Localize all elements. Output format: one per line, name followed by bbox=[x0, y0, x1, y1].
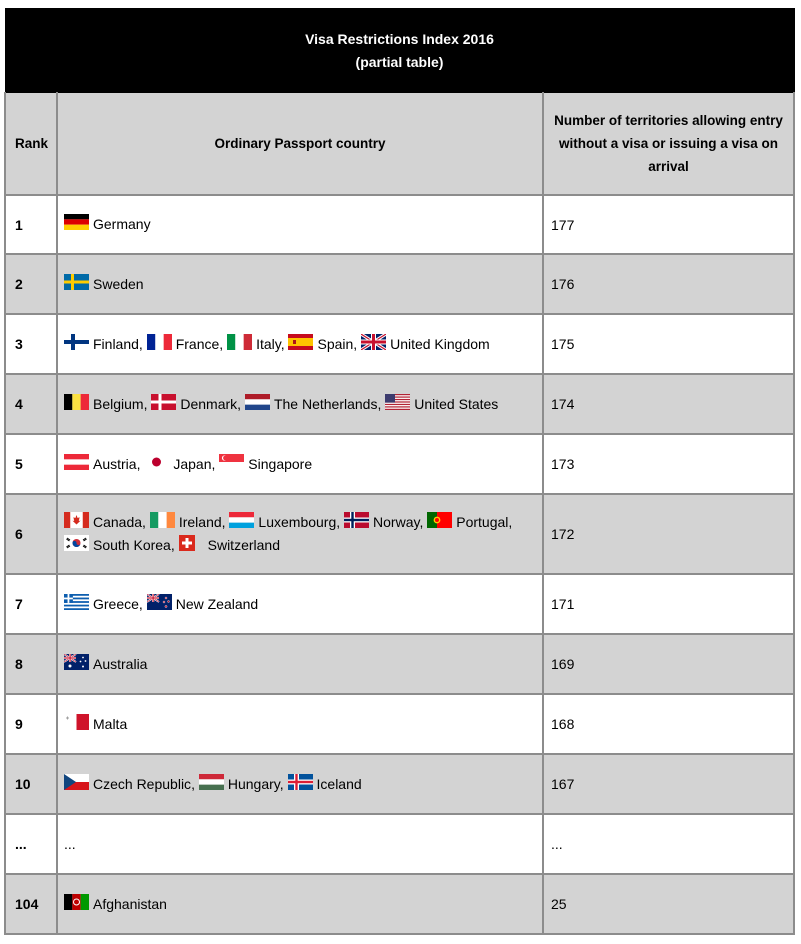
rank-cell: 10 bbox=[5, 754, 57, 814]
territory-count-cell: 177 bbox=[543, 195, 794, 254]
country-separator: , bbox=[336, 514, 341, 530]
country-entry bbox=[64, 776, 195, 792]
territory-count-cell: 175 bbox=[543, 314, 794, 374]
country-entry bbox=[64, 336, 143, 352]
country-separator: , bbox=[279, 775, 284, 792]
country-entry bbox=[64, 896, 167, 912]
country-name: Greece bbox=[93, 595, 139, 612]
rank-cell: 7 bbox=[5, 574, 57, 634]
country-separator: , bbox=[138, 335, 143, 352]
country-name: South Korea bbox=[93, 537, 171, 553]
country-name: United Kingdom bbox=[390, 335, 490, 352]
country-name: Switzerland bbox=[207, 537, 280, 553]
rank-cell: ... bbox=[5, 814, 57, 874]
rank-cell: 5 bbox=[5, 434, 57, 494]
singapore-flag-icon bbox=[219, 454, 244, 470]
country-name: Czech Republic bbox=[93, 775, 192, 792]
austria-flag-icon bbox=[64, 454, 89, 470]
greece-flag-icon bbox=[64, 594, 89, 610]
country-name: Ireland bbox=[178, 514, 222, 530]
afghanistan-flag-icon bbox=[64, 894, 89, 910]
table-row bbox=[5, 634, 794, 694]
united-kingdom-flag-icon bbox=[361, 334, 386, 350]
new-zealand-flag-icon bbox=[147, 594, 172, 610]
country-entry bbox=[219, 456, 312, 472]
country-cell bbox=[57, 195, 543, 254]
country-cell bbox=[57, 874, 543, 934]
country-cell bbox=[57, 754, 543, 814]
country-entry bbox=[199, 776, 284, 792]
country-cell bbox=[57, 634, 543, 694]
canada-flag-icon bbox=[64, 512, 89, 528]
country-entry bbox=[64, 216, 151, 232]
country-name: Austria bbox=[93, 455, 137, 472]
country-name: Luxembourg bbox=[258, 514, 337, 530]
country-entry bbox=[227, 336, 285, 352]
country-cell bbox=[57, 574, 543, 634]
country-cell bbox=[57, 434, 543, 494]
ireland-flag-icon bbox=[150, 512, 175, 528]
italy-flag-icon bbox=[227, 334, 252, 350]
japan-flag-icon bbox=[144, 454, 169, 470]
country-entry bbox=[385, 396, 498, 412]
hungary-flag-icon bbox=[199, 774, 224, 790]
country-name: Afghanistan bbox=[93, 895, 167, 912]
country-name: New Zealand bbox=[175, 595, 259, 612]
country-separator: , bbox=[170, 537, 175, 553]
territory-count-cell: ... bbox=[543, 814, 794, 874]
country-entry bbox=[361, 336, 490, 352]
switzerland-flag-icon bbox=[179, 535, 204, 551]
country-separator: , bbox=[280, 335, 285, 352]
united-states-flag-icon bbox=[385, 394, 410, 410]
country-name: France bbox=[175, 335, 220, 352]
country-separator: , bbox=[237, 395, 242, 412]
territory-count-cell: 169 bbox=[543, 634, 794, 694]
country-name: Norway bbox=[373, 514, 420, 530]
country-name: Singapore bbox=[248, 455, 313, 472]
country-entry bbox=[64, 514, 146, 530]
country-entry bbox=[151, 396, 241, 412]
finland-flag-icon bbox=[64, 334, 89, 350]
territory-count-cell: 25 bbox=[543, 874, 794, 934]
territory-count-cell: 176 bbox=[543, 254, 794, 314]
table-title bbox=[5, 9, 794, 93]
country-name: Finland bbox=[93, 335, 139, 352]
country-name: Malta bbox=[93, 715, 128, 732]
country-entry bbox=[179, 537, 280, 553]
country-entry bbox=[344, 514, 423, 530]
country-entry bbox=[147, 596, 259, 612]
germany-flag-icon bbox=[64, 214, 89, 230]
country-separator: , bbox=[211, 455, 216, 472]
country-cell bbox=[57, 694, 543, 754]
country-entry bbox=[427, 514, 512, 530]
table-row bbox=[5, 694, 794, 754]
rank-cell: 9 bbox=[5, 694, 57, 754]
country-name: ... bbox=[64, 835, 76, 852]
table-row bbox=[5, 374, 794, 434]
country-separator: , bbox=[191, 775, 195, 792]
spain-flag-icon bbox=[288, 334, 313, 350]
country-name: Sweden bbox=[93, 275, 144, 292]
table-row bbox=[5, 494, 794, 574]
country-name: United States bbox=[414, 395, 499, 412]
country-entry bbox=[64, 836, 76, 852]
rank-cell: 4 bbox=[5, 374, 57, 434]
country-separator: , bbox=[377, 395, 382, 412]
belgium-flag-icon bbox=[64, 394, 89, 410]
denmark-flag-icon bbox=[151, 394, 176, 410]
south-korea-flag-icon bbox=[64, 535, 89, 551]
country-entry bbox=[64, 276, 144, 292]
country-name: Japan bbox=[173, 455, 212, 472]
header-row bbox=[5, 93, 794, 196]
territory-count-cell: 174 bbox=[543, 374, 794, 434]
rank-cell: 3 bbox=[5, 314, 57, 374]
territory-count-cell: 167 bbox=[543, 754, 794, 814]
rank-cell: 104 bbox=[5, 874, 57, 934]
norway-flag-icon bbox=[344, 512, 369, 528]
rank-header: Rank bbox=[5, 93, 57, 196]
count-header: Number of territories allowing entry without a visa or issuing a visa on arrival bbox=[543, 93, 794, 196]
country-entry bbox=[288, 776, 362, 792]
country-header: Ordinary Passport country bbox=[57, 93, 543, 196]
territory-count-cell: 168 bbox=[543, 694, 794, 754]
czech-republic-flag-icon bbox=[64, 774, 89, 790]
iceland-flag-icon bbox=[288, 774, 313, 790]
country-name: Australia bbox=[93, 655, 148, 672]
table-row bbox=[5, 574, 794, 634]
country-separator: , bbox=[143, 395, 148, 412]
table-row bbox=[5, 814, 794, 874]
country-entry bbox=[64, 656, 147, 672]
country-entry bbox=[64, 456, 140, 472]
country-separator: , bbox=[219, 335, 224, 352]
country-cell bbox=[57, 814, 543, 874]
country-name: Denmark bbox=[180, 395, 238, 412]
rank-cell: 6 bbox=[5, 494, 57, 574]
country-name: Germany bbox=[93, 216, 151, 232]
portugal-flag-icon bbox=[427, 512, 452, 528]
country-entry bbox=[245, 396, 381, 412]
country-entry bbox=[64, 396, 147, 412]
country-cell bbox=[57, 374, 543, 434]
country-name: The Netherlands bbox=[273, 395, 378, 412]
table-row bbox=[5, 754, 794, 814]
country-name: Canada bbox=[93, 514, 143, 530]
country-separator: , bbox=[142, 514, 146, 530]
malta-flag-icon bbox=[64, 714, 89, 730]
country-name: Iceland bbox=[316, 775, 362, 792]
australia-flag-icon bbox=[64, 654, 89, 670]
table-row bbox=[5, 195, 794, 254]
rank-cell: 1 bbox=[5, 195, 57, 254]
country-name: Hungary bbox=[227, 775, 280, 792]
country-separator: , bbox=[353, 335, 358, 352]
country-separator: , bbox=[138, 595, 143, 612]
table-title-sub: (partial table) bbox=[355, 53, 444, 70]
country-name: Belgium bbox=[93, 395, 144, 412]
visa-index-table bbox=[4, 8, 795, 935]
country-separator: , bbox=[136, 455, 141, 472]
country-entry bbox=[64, 596, 143, 612]
table-title-main: Visa Restrictions Index 2016 bbox=[305, 30, 494, 47]
country-cell bbox=[57, 494, 543, 574]
rank-cell: 2 bbox=[5, 254, 57, 314]
country-name: Spain bbox=[317, 335, 354, 352]
country-entry bbox=[64, 537, 175, 553]
country-separator: , bbox=[419, 514, 424, 530]
france-flag-icon bbox=[147, 334, 172, 350]
country-name: Portugal bbox=[456, 514, 509, 530]
country-cell bbox=[57, 314, 543, 374]
territory-count-cell: 172 bbox=[543, 494, 794, 574]
netherlands-flag-icon bbox=[245, 394, 270, 410]
table-row bbox=[5, 314, 794, 374]
visa-index-table-wrapper bbox=[4, 8, 793, 935]
table-row bbox=[5, 434, 794, 494]
country-entry bbox=[147, 336, 223, 352]
table-row bbox=[5, 254, 794, 314]
territory-count-cell: 173 bbox=[543, 434, 794, 494]
table-row bbox=[5, 874, 794, 934]
territory-count-cell: 171 bbox=[543, 574, 794, 634]
country-name: Italy bbox=[256, 335, 281, 352]
country-cell bbox=[57, 254, 543, 314]
rank-cell: 8 bbox=[5, 634, 57, 694]
country-entry bbox=[144, 456, 215, 472]
country-entry bbox=[288, 336, 357, 352]
sweden-flag-icon bbox=[64, 274, 89, 290]
country-separator: , bbox=[508, 514, 513, 530]
country-entry bbox=[64, 716, 127, 732]
country-entry bbox=[229, 514, 340, 530]
country-separator: , bbox=[221, 514, 226, 530]
luxembourg-flag-icon bbox=[229, 512, 254, 528]
country-entry bbox=[150, 514, 226, 530]
